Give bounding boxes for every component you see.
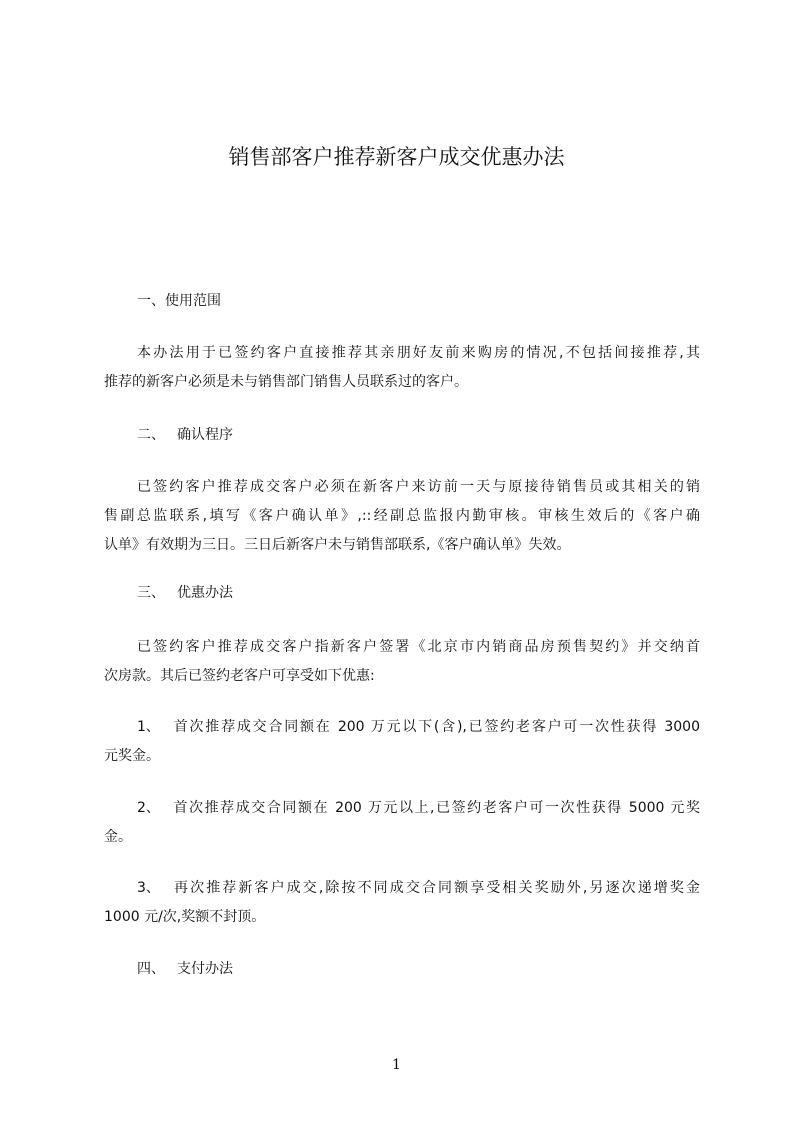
- paragraph-line: 售副总监联系,填写《客户确认单》,::经副总监报内勤审核。审核生效后的《客户确: [104, 508, 700, 524]
- list-item-3: [104, 874, 700, 932]
- list-item-first-line: [104, 794, 700, 823]
- section-number: 二、: [137, 427, 165, 443]
- section-heading-3: [137, 583, 233, 603]
- section-heading-2: [137, 425, 233, 445]
- section-heading-1: [137, 291, 221, 311]
- paragraph-line: 本办法用于已签约客户直接推荐其亲朋好友前来购房的情况,不包括间接推荐,其: [137, 345, 700, 361]
- paragraph-line: 推荐的新客户必须是未与销售部门销售人员联系过的客户。: [104, 374, 468, 390]
- list-item-line: 元奖金。: [104, 748, 160, 764]
- list-item-first-line: [104, 874, 700, 903]
- section-heading-4: [137, 959, 233, 979]
- section-title: 使用范围: [165, 293, 221, 309]
- section-1-paragraph: [104, 339, 700, 397]
- section-title: 支付办法: [177, 961, 233, 977]
- page-number: 1: [392, 1057, 401, 1073]
- list-item-1: [104, 713, 700, 771]
- list-item-2: [104, 794, 700, 852]
- section-3-paragraph: [104, 633, 700, 691]
- list-item-text: 首次推荐成交合同额在 200 万元以下(含),已签约老客户可一次性获得 3000: [171, 719, 700, 735]
- paragraph-line: 次房款。其后已签约老客户可享受如下优惠:: [104, 668, 375, 684]
- list-item-number: 3、: [137, 880, 160, 896]
- list-item-text: 首次推荐成交合同额在 200 万元以上,已签约老客户可一次性获得 5000 元奖: [171, 800, 700, 816]
- section-2-paragraph: [104, 473, 700, 560]
- paragraph-line: 已签约客户推荐成交客户指新客户签署《北京市内销商品房预售契约》并交纳首: [137, 639, 700, 655]
- list-item-number: 2、: [137, 800, 160, 816]
- list-item-line: 金。: [104, 829, 132, 845]
- section-number: 三、: [137, 585, 165, 601]
- section-title: 优惠办法: [177, 585, 233, 601]
- section-title: 确认程序: [177, 427, 233, 443]
- document-title: 销售部客户推荐新客户成交优惠办法: [228, 145, 565, 169]
- section-number: 四、: [137, 961, 165, 977]
- paragraph-line: 已签约客户推荐成交客户必须在新客户来访前一天与原接待销售员或其相关的销: [137, 479, 700, 495]
- list-item-first-line: [104, 713, 700, 742]
- list-item-number: 1、: [137, 719, 160, 735]
- paragraph-line: 认单》有效期为三日。三日后新客户未与销售部联系,《客户确认单》失效。: [104, 537, 571, 553]
- list-item-text: 再次推荐新客户成交,除按不同成交合同额享受相关奖励外,另逐次递增奖金: [171, 880, 700, 896]
- list-item-line: 1000 元/次,奖额不封顶。: [104, 909, 266, 925]
- section-number: 一、: [137, 293, 165, 309]
